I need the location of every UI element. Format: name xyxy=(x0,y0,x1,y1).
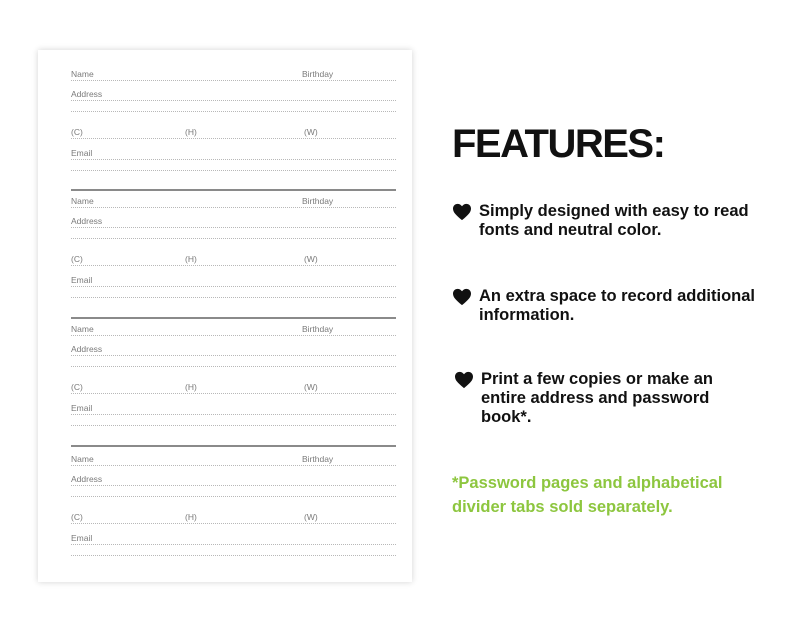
name-row xyxy=(71,70,396,81)
address-row xyxy=(71,345,396,356)
work-label: (W) xyxy=(304,382,318,392)
name-label: Name xyxy=(71,324,94,334)
name-label: Name xyxy=(71,69,94,79)
entry-divider xyxy=(71,189,396,191)
cell-label: (C) xyxy=(71,512,83,522)
name-row xyxy=(71,455,396,466)
birthday-label: Birthday xyxy=(302,324,334,334)
phone-row xyxy=(71,255,396,266)
name-row xyxy=(71,325,396,336)
feature-text: Print a few copies or make an entire address and password book*. xyxy=(481,370,713,426)
phone-row xyxy=(71,513,396,524)
birthday-label: Birthday xyxy=(302,196,334,206)
email-label: Email xyxy=(71,533,93,543)
home-label: (H) xyxy=(185,254,197,264)
home-label: (H) xyxy=(185,512,197,522)
work-label: (W) xyxy=(304,254,318,264)
email-label: Email xyxy=(71,403,93,413)
name-label: Name xyxy=(71,454,94,464)
feature-text: An extra space to record additional information. xyxy=(479,287,755,324)
separate-sale-note: *Password pages and alphabetical divider tabs sold separately. xyxy=(452,474,723,516)
email-row xyxy=(71,534,396,545)
address-line-2 xyxy=(71,365,396,367)
heart-icon xyxy=(454,371,474,389)
address-book-page xyxy=(38,50,412,582)
cell-label: (C) xyxy=(71,254,83,264)
work-label: (W) xyxy=(304,127,318,137)
entry-divider xyxy=(71,445,396,447)
phone-row xyxy=(71,383,396,394)
email-label: Email xyxy=(71,275,93,285)
address-row xyxy=(71,217,396,228)
features-title: FEATURES: xyxy=(452,122,665,166)
cell-label: (C) xyxy=(71,382,83,392)
feature-text: Simply designed with easy to read fonts and neutral color. xyxy=(479,202,749,239)
extra-line xyxy=(71,554,396,556)
address-label: Address xyxy=(71,344,103,354)
extra-line xyxy=(71,296,396,298)
address-line-2 xyxy=(71,110,396,112)
name-row xyxy=(71,197,396,208)
address-line-2 xyxy=(71,495,396,497)
home-label: (H) xyxy=(185,127,197,137)
address-label: Address xyxy=(71,474,103,484)
name-label: Name xyxy=(71,196,94,206)
phone-row xyxy=(71,128,396,139)
cell-label: (C) xyxy=(71,127,83,137)
address-row xyxy=(71,475,396,486)
birthday-label: Birthday xyxy=(302,454,334,464)
home-label: (H) xyxy=(185,382,197,392)
entry-divider xyxy=(71,317,396,319)
email-row xyxy=(71,404,396,415)
heart-icon xyxy=(452,288,472,306)
email-row xyxy=(71,276,396,287)
extra-line xyxy=(71,424,396,426)
address-label: Address xyxy=(71,89,103,99)
email-row xyxy=(71,149,396,160)
birthday-label: Birthday xyxy=(302,69,334,79)
extra-line xyxy=(71,169,396,171)
address-label: Address xyxy=(71,216,103,226)
heart-icon xyxy=(452,203,472,221)
address-line-2 xyxy=(71,237,396,239)
email-label: Email xyxy=(71,148,93,158)
address-row xyxy=(71,90,396,101)
work-label: (W) xyxy=(304,512,318,522)
